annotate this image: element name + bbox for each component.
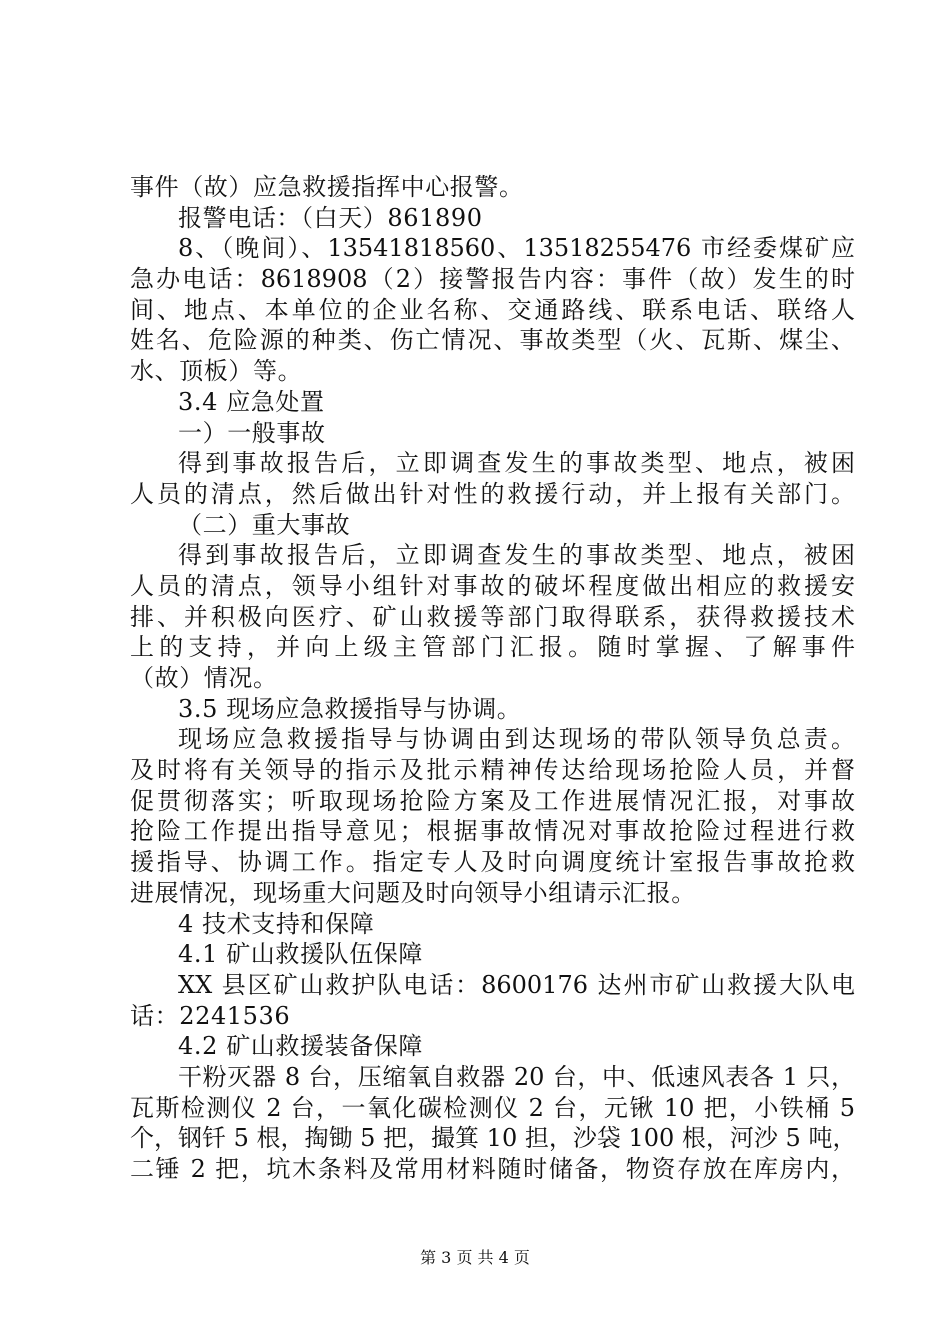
text-line: 间、地点、本单位的企业名称、交通路线、联系电话、联络人 [130,295,855,324]
text-line: （故）情况。 [130,664,278,692]
text-line: 话：2241536 [130,1001,291,1030]
text-line: 上的支持，并向上级主管部门汇报。随时掌握、了解事件 [130,633,855,662]
text-line: 抢险工作提出指导意见；根据事故情况对事故抢险过程进行救 [130,817,855,846]
text-line: 促贯彻落实；听取现场抢险方案及工作进展情况汇报，对事故 [130,786,855,815]
text-line: 排、并积极向医疗、矿山救援等部门取得联系，获得救援技术 [130,602,855,631]
text-line: 二锤 2 把，坑木条料及常用材料随时储备，物资存放在库房内， [130,1155,855,1183]
text-line: 得到事故报告后，立即调查发生的事故类型、地点，被困 [178,541,855,570]
text-line: 个，钢钎 5 根，掏锄 5 把，撮箕 10 担，沙袋 100 根，河沙 5 吨， [130,1124,857,1153]
text-line: 3.5 现场应急救援指导与协调。 [178,694,522,723]
text-line: 进展情况，现场重大问题及时向领导小组请示汇报。 [130,878,696,907]
text-line: 姓名、危险源的种类、伤亡情况、事故类型（火、瓦斯、煤尘、 [130,326,855,355]
text-line: 瓦斯检测仪 2 台，一氧化碳检测仪 2 台，元锹 10 把，小铁桶 5 [130,1093,855,1122]
document-body [130,172,855,1185]
text-line: 8、（晚间）、13541818560、13518255476 市经委煤矿应 [178,234,855,263]
text-line: （二）重大事故 [178,510,351,539]
text-line: XX 县区矿山救护队电话：8600176 达州市矿山救援大队电 [178,970,855,999]
text-line: 4 技术支持和保障 [178,909,375,938]
text-line: 人员的清点，领导小组针对事故的破坏程度做出相应的救援安 [130,571,855,600]
text-line: 得到事故报告后，立即调查发生的事故类型、地点，被困 [178,449,855,478]
text-line: 水、顶板）等。 [130,357,303,386]
text-line: 干粉灭器 8 台，压缩氧自救器 20 台，中、低速风表各 1 只， [178,1062,855,1091]
page-footer: 第 3 页 共 4 页 [420,1248,530,1267]
text-line: 报警电话：（白天）861890 [178,203,483,232]
text-line: 急办电话：8618908（2）接警报告内容：事件（故）发生的时 [130,265,855,294]
text-line: 一）一般事故 [178,418,326,447]
text-line: 事件（故）应急救援指挥中心报警。 [130,173,524,201]
text-line: 现场应急救援指导与协调由到达现场的带队领导负总责。 [178,725,855,754]
text-line: 及时将有关领导的指示及批示精神传达给现场抢险人员，并督 [130,756,855,785]
text-line: 人员的清点，然后做出针对性的救援行动，并上报有关部门。 [130,479,855,508]
text-line: 4.1 矿山救援队伍保障 [178,940,423,969]
text-line: 4.2 矿山救援装备保障 [178,1032,423,1061]
text-line: 援指导、协调工作。指定专人及时向调度统计室报告事故抢救 [130,848,855,877]
text-line: 3.4 应急处置 [178,387,325,416]
